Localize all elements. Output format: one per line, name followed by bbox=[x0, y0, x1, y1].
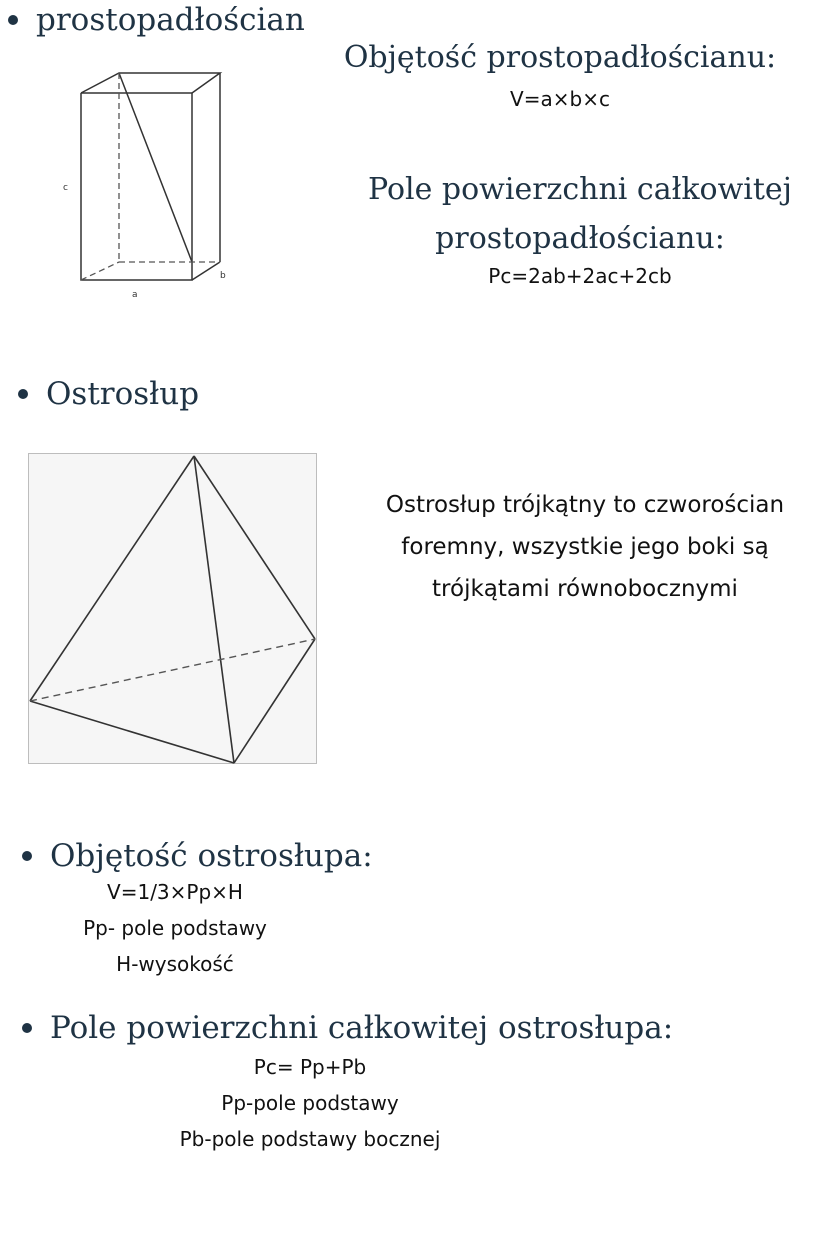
pyramid-area-heading: Pole powierzchni całkowitej ostrosłupa: bbox=[50, 1010, 674, 1046]
bullet-icon bbox=[18, 389, 28, 399]
pyramid-area-line2: Pp-pole podstawy bbox=[221, 1091, 399, 1115]
cuboid-area-formula: Pc=2ab+2ac+2cb bbox=[488, 264, 672, 288]
pyramid-heading-row bbox=[18, 376, 199, 412]
cuboid-area-title-line1: Pole powierzchni całkowitej bbox=[368, 172, 792, 207]
label-c: c bbox=[63, 183, 68, 193]
pyramid-area-formula: Pc= Pp+Pb bbox=[253, 1055, 367, 1079]
label-b: b bbox=[220, 271, 226, 281]
cuboid-volume-formula: V=a×b×c bbox=[510, 87, 610, 111]
label-a: a bbox=[132, 290, 138, 300]
bullet-icon bbox=[8, 15, 18, 25]
pyramid-description-line: foremny, wszystkie jego boki są bbox=[401, 534, 769, 560]
tetrahedron-figure bbox=[28, 453, 318, 765]
cuboid-area-title-line2: prostopadłościanu: bbox=[435, 221, 725, 256]
pyramid-volume-line3: H-wysokość bbox=[116, 952, 234, 976]
cuboid-figure bbox=[55, 60, 285, 310]
bullet-icon bbox=[22, 1023, 32, 1033]
cuboid-volume-title: Objętość prostopadłościanu: bbox=[343, 40, 777, 75]
cuboid-heading: prostopadłościan bbox=[36, 2, 305, 38]
cuboid-heading-row bbox=[8, 2, 305, 38]
pyramid-area-heading-row bbox=[22, 1010, 673, 1046]
pyramid-volume-heading: Objętość ostrosłupa: bbox=[50, 838, 373, 874]
pyramid-description bbox=[345, 484, 825, 610]
pyramid-area-line3: Pb-pole podstawy bocznej bbox=[179, 1127, 441, 1151]
pyramid-description-line: Ostrosłup trójkątny to czworościan bbox=[385, 492, 785, 518]
bullet-icon bbox=[22, 851, 32, 861]
pyramid-volume-line2: Pp- pole podstawy bbox=[83, 916, 267, 940]
pyramid-volume-heading-row bbox=[22, 838, 373, 874]
pyramid-description-line: trójkątami równobocznymi bbox=[432, 576, 738, 602]
pyramid-volume-formula: V=1/3×Pp×H bbox=[107, 880, 243, 904]
pyramid-heading: Ostrosłup bbox=[46, 376, 200, 412]
